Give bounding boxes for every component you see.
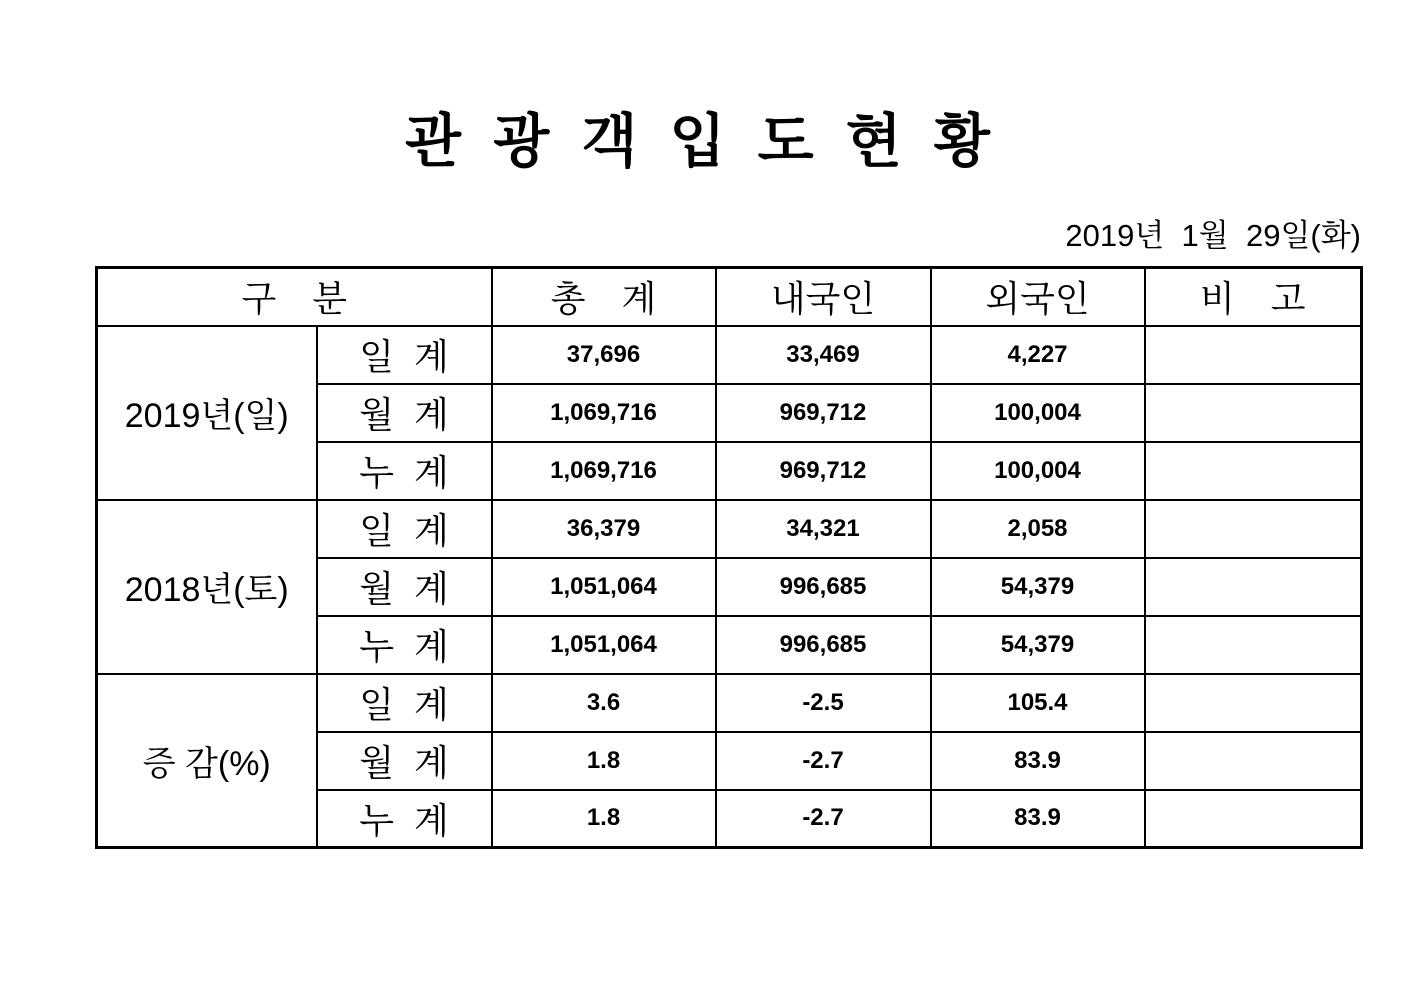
cell-domestic: 969,712 — [716, 384, 931, 442]
header-total: 총 계 — [492, 268, 716, 326]
cell-remarks — [1145, 384, 1362, 442]
table-row — [97, 500, 1362, 558]
header-row — [97, 268, 1362, 326]
cell-total: 1,051,064 — [492, 558, 716, 616]
cell-remarks — [1145, 326, 1362, 384]
cell-foreign: 54,379 — [931, 558, 1145, 616]
cell-total: 1,069,716 — [492, 442, 716, 500]
page-title: 관 광 객 입 도 현 황 — [405, 109, 998, 174]
header-category: 구 분 — [97, 268, 492, 326]
cell-foreign: 83.9 — [931, 732, 1145, 790]
header-foreign: 외국인 — [931, 268, 1145, 326]
group-label-2018: 2018년(토) — [97, 500, 317, 674]
row-label-monthly: 월 계 — [317, 558, 492, 616]
cell-remarks — [1145, 500, 1362, 558]
cell-remarks — [1145, 616, 1362, 674]
cell-total: 1,051,064 — [492, 616, 716, 674]
row-label-monthly: 월 계 — [317, 732, 492, 790]
header-remarks: 비 고 — [1145, 268, 1362, 326]
cell-total: 1.8 — [492, 790, 716, 848]
cell-foreign: 4,227 — [931, 326, 1145, 384]
cell-domestic: 969,712 — [716, 442, 931, 500]
group-label-change: 증 감(%) — [97, 674, 317, 848]
report-date: 2019년 1월 29일(화) — [1065, 218, 1361, 253]
cell-domestic: -2.7 — [716, 790, 931, 848]
cell-foreign: 100,004 — [931, 384, 1145, 442]
row-label-cumulative: 누 계 — [317, 616, 492, 674]
table-row — [97, 326, 1362, 384]
cell-remarks — [1145, 442, 1362, 500]
row-label-daily: 일 계 — [317, 674, 492, 732]
cell-total: 1.8 — [492, 732, 716, 790]
cell-total: 36,379 — [492, 500, 716, 558]
row-label-daily: 일 계 — [317, 326, 492, 384]
header-domestic: 내국인 — [716, 268, 931, 326]
cell-domestic: 996,685 — [716, 616, 931, 674]
cell-foreign: 100,004 — [931, 442, 1145, 500]
table-row — [97, 674, 1362, 732]
row-label-cumulative: 누 계 — [317, 790, 492, 848]
cell-domestic: 34,321 — [716, 500, 931, 558]
row-label-cumulative: 누 계 — [317, 442, 492, 500]
cell-total: 37,696 — [492, 326, 716, 384]
row-label-monthly: 월 계 — [317, 384, 492, 442]
tourist-arrival-table — [95, 266, 1363, 849]
cell-remarks — [1145, 790, 1362, 848]
cell-domestic: -2.5 — [716, 674, 931, 732]
cell-total: 1,069,716 — [492, 384, 716, 442]
cell-foreign: 105.4 — [931, 674, 1145, 732]
group-label-2019: 2019년(일) — [97, 326, 317, 500]
cell-foreign: 54,379 — [931, 616, 1145, 674]
cell-remarks — [1145, 558, 1362, 616]
cell-foreign: 83.9 — [931, 790, 1145, 848]
cell-remarks — [1145, 674, 1362, 732]
cell-total: 3.6 — [492, 674, 716, 732]
row-label-daily: 일 계 — [317, 500, 492, 558]
cell-foreign: 2,058 — [931, 500, 1145, 558]
cell-domestic: 33,469 — [716, 326, 931, 384]
cell-domestic: 996,685 — [716, 558, 931, 616]
cell-remarks — [1145, 732, 1362, 790]
cell-domestic: -2.7 — [716, 732, 931, 790]
